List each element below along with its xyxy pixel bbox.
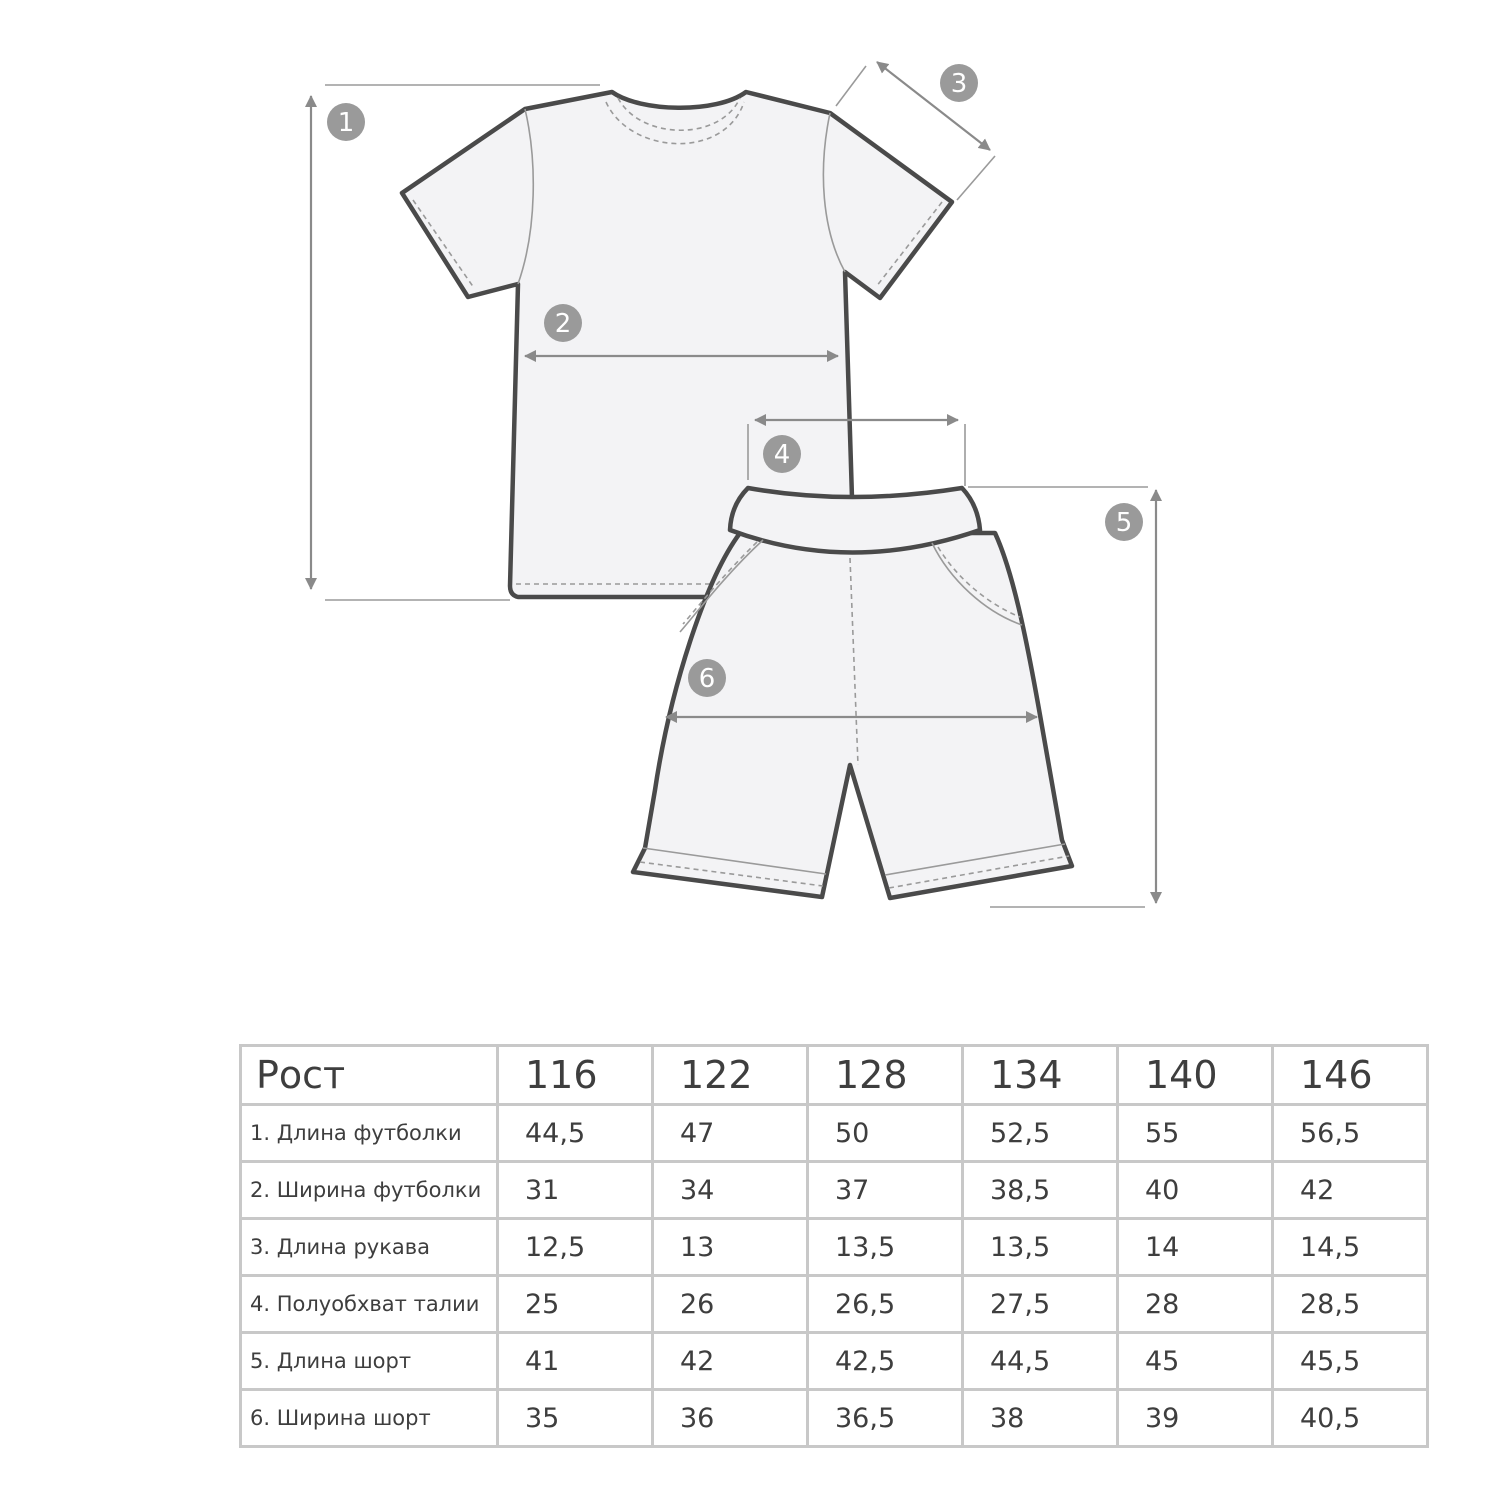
table-cell: 36,5	[808, 1390, 963, 1447]
table-cell: 42,5	[808, 1333, 963, 1390]
table-cell: 27,5	[963, 1276, 1118, 1333]
marker-4-label: 4	[773, 440, 791, 470]
size-122: 122	[653, 1046, 808, 1105]
shorts-waistband	[730, 488, 980, 553]
marker-1-label: 1	[337, 108, 355, 138]
table-cell: 31	[498, 1162, 653, 1219]
table-row	[241, 1105, 1428, 1162]
table-row	[241, 1219, 1428, 1276]
marker-3-label: 3	[950, 69, 968, 99]
size-116: 116	[498, 1046, 653, 1105]
marker-4	[763, 435, 801, 473]
table-cell: 38,5	[963, 1162, 1118, 1219]
row-label: 2. Ширина футболки	[241, 1162, 498, 1219]
table-row	[241, 1390, 1428, 1447]
table-cell: 14,5	[1273, 1219, 1428, 1276]
table-cell: 13	[653, 1219, 808, 1276]
row-label: 6. Ширина шорт	[241, 1390, 498, 1447]
table-cell: 50	[808, 1105, 963, 1162]
marker-6-label: 6	[698, 664, 716, 694]
table-cell: 36	[653, 1390, 808, 1447]
size-140: 140	[1118, 1046, 1273, 1105]
marker-3	[940, 64, 978, 102]
table-cell: 44,5	[498, 1105, 653, 1162]
row-label: 5. Длина шорт	[241, 1333, 498, 1390]
table-cell: 44,5	[963, 1333, 1118, 1390]
table-cell: 39	[1118, 1390, 1273, 1447]
row-label: 3. Длина рукава	[241, 1219, 498, 1276]
table-cell: 40,5	[1273, 1390, 1428, 1447]
table-cell: 28	[1118, 1276, 1273, 1333]
table-cell: 56,5	[1273, 1105, 1428, 1162]
table-cell: 28,5	[1273, 1276, 1428, 1333]
size-128: 128	[808, 1046, 963, 1105]
table-cell: 13,5	[963, 1219, 1118, 1276]
row-label: 4. Полуобхват талии	[241, 1276, 498, 1333]
table-cell: 55	[1118, 1105, 1273, 1162]
marker-5	[1105, 503, 1143, 541]
table-row	[241, 1162, 1428, 1219]
table-cell: 52,5	[963, 1105, 1118, 1162]
table-header-row	[241, 1046, 1428, 1105]
table-cell: 35	[498, 1390, 653, 1447]
table-cell: 42	[653, 1333, 808, 1390]
size-134: 134	[963, 1046, 1118, 1105]
table-cell: 45,5	[1273, 1333, 1428, 1390]
marker-6	[688, 659, 726, 697]
table-cell: 47	[653, 1105, 808, 1162]
table-cell: 38	[963, 1390, 1118, 1447]
table-row	[241, 1333, 1428, 1390]
size-chart-table	[239, 1044, 1429, 1448]
table-row	[241, 1276, 1428, 1333]
table-cell: 14	[1118, 1219, 1273, 1276]
table-cell: 12,5	[498, 1219, 653, 1276]
header-label: Рост	[241, 1046, 498, 1105]
table-cell: 41	[498, 1333, 653, 1390]
table-cell: 37	[808, 1162, 963, 1219]
table-cell: 34	[653, 1162, 808, 1219]
table-cell: 45	[1118, 1333, 1273, 1390]
size-146: 146	[1273, 1046, 1428, 1105]
marker-2	[544, 304, 582, 342]
marker-1	[327, 103, 365, 141]
row-label: 1. Длина футболки	[241, 1105, 498, 1162]
marker-5-label: 5	[1115, 508, 1133, 538]
table-cell: 42	[1273, 1162, 1428, 1219]
table-cell: 26	[653, 1276, 808, 1333]
table-cell: 25	[498, 1276, 653, 1333]
marker-2-label: 2	[554, 309, 572, 339]
table-cell: 40	[1118, 1162, 1273, 1219]
table-cell: 13,5	[808, 1219, 963, 1276]
table-cell: 26,5	[808, 1276, 963, 1333]
